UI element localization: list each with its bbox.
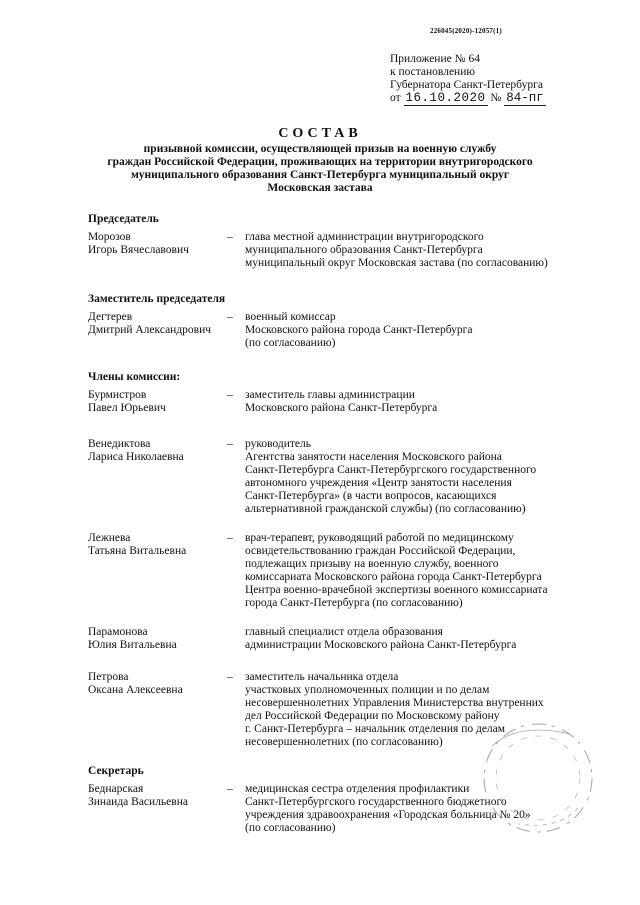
position-line: (по согласованию): [245, 337, 336, 349]
appendix-line: к постановлению: [390, 66, 475, 78]
position-line: г. Санкт-Петербурга – начальник отделения по делам: [245, 723, 506, 735]
position-line: учреждения здравоохранения «Городская больница № 20»: [245, 809, 531, 821]
member-surname: Беднарская: [88, 783, 144, 795]
position-line: альтернативной гражданской службы) (по согласованию): [245, 503, 526, 515]
position-line: Агентства занятости населения Московского района: [245, 451, 502, 463]
member-name: [88, 231, 238, 257]
subtitle-line: призывной комиссии, осуществляющей призыв на военную службу: [143, 143, 497, 155]
position-line: города Санкт-Петербурга (по согласованию): [245, 597, 463, 609]
member-given-names: Павел Юрьевич: [88, 402, 166, 414]
member-name: [88, 783, 238, 809]
member-given-names: Юлия Витальевна: [88, 639, 177, 651]
section-chair-heading: Председатель: [88, 213, 159, 225]
member-given-names: Зинаида Васильевна: [88, 796, 188, 808]
position-line: участковых уполномоченных полиции и по делам: [245, 684, 490, 696]
section-deputy-heading: Заместитель председателя: [88, 293, 226, 305]
position-line: глава местной администрации внутригородского: [245, 231, 484, 243]
position-line: комиссариата Московского района города Санкт-Петербурга: [245, 571, 542, 583]
subtitle-line: муниципального образования Санкт-Петербурга муниципальный округ: [130, 169, 510, 181]
member-given-names: Игорь Вячеславович: [88, 244, 189, 256]
member-name: [88, 389, 238, 415]
section-members-heading: Члены комиссии:: [88, 371, 181, 383]
member-name: [88, 532, 238, 558]
member-surname: Морозов: [88, 231, 131, 243]
position-line: заместитель начальника отдела: [245, 671, 399, 683]
position-line: Санкт-Петербурга» (в части вопросов, касающихся: [245, 490, 497, 502]
position-line: муниципальный округ Московская застава (по согласованию): [245, 257, 548, 269]
appendix-block: [390, 53, 546, 105]
position-line: дел Российской Федерации по Московскому району: [245, 710, 500, 722]
member-given-names: Дмитрий Александрович: [88, 324, 212, 336]
appendix-line: Приложение № 64: [390, 53, 480, 65]
member-given-names: Оксана Алексеевна: [88, 684, 183, 696]
member-surname: Венедиктова: [88, 438, 151, 450]
member-position: [245, 532, 625, 610]
position-line: несовершеннолетних Управления Министерства внутренних: [245, 697, 544, 709]
member-surname: Петрова: [88, 671, 129, 683]
member-position: [245, 438, 625, 516]
position-line: заместитель главы администрации: [245, 389, 415, 401]
position-line: подлежащих призыву на военную службу, военного: [245, 558, 499, 570]
subtitle-line: Московская застава: [267, 182, 373, 194]
position-line: администрации Московского района Санкт-Петербурга: [245, 639, 517, 651]
member-dash: –: [227, 532, 233, 544]
document-registration-number: 226045(2020)-12057(1): [430, 27, 502, 35]
subtitle-line: граждан Российской Федерации, проживающих на территории внутригородского: [107, 156, 533, 168]
appendix-number-label: №: [490, 92, 502, 104]
position-line: освидетельствованию граждан Российской Федерации,: [245, 545, 516, 557]
position-line: руководитель: [245, 438, 311, 450]
appendix-date: 16.10.2020: [405, 91, 486, 105]
member-dash: –: [227, 438, 233, 450]
member-position: [245, 231, 625, 270]
member-dash: –: [227, 311, 233, 323]
position-line: Санкт-Петербургского государственного бюджетного: [245, 796, 507, 808]
member-dash: –: [227, 389, 233, 401]
member-name: [88, 626, 238, 652]
member-dash: –: [227, 231, 233, 243]
member-surname: Бурмистров: [88, 389, 147, 401]
member-name: [88, 311, 238, 337]
position-line: муниципального образования Санкт-Петербурга: [245, 244, 483, 256]
position-line: автономного учреждения «Центр занятости населения: [245, 477, 512, 489]
position-line: несовершеннолетних (по согласованию): [245, 736, 443, 748]
position-line: медицинская сестра отделения профилактики: [245, 783, 470, 795]
position-line: Московского района Санкт-Петербурга: [245, 402, 438, 414]
member-name: [88, 438, 238, 464]
document-subtitle: [80, 143, 560, 195]
position-line: Санкт-Петербурга Санкт-Петербургского государственного: [245, 464, 537, 476]
position-line: (по согласованию): [245, 822, 336, 834]
position-line: военный комиссар: [245, 311, 336, 323]
member-name: [88, 671, 238, 697]
member-surname: Парамонова: [88, 626, 148, 638]
seal-stamp-icon: [478, 718, 598, 838]
appendix-date-line: [390, 92, 546, 105]
document-title: СОСТАВ: [278, 126, 362, 141]
section-secretary-heading: Секретарь: [88, 765, 144, 777]
member-surname: Лежнева: [88, 532, 131, 544]
position-line: главный специалист отдела образования: [245, 626, 443, 638]
member-position: [245, 626, 625, 652]
position-line: Центра военно-врачебной экспертизы военного комиссариата: [245, 584, 548, 596]
appendix-number: 84-пг: [506, 91, 544, 105]
member-position: [245, 389, 625, 415]
appendix-from-label: от: [390, 92, 401, 104]
position-line: Московского района города Санкт-Петербурга: [245, 324, 473, 336]
member-given-names: Лариса Николаевна: [88, 451, 184, 463]
member-surname: Дегтерев: [88, 311, 133, 323]
member-position: [245, 311, 625, 350]
member-dash: –: [227, 671, 233, 683]
appendix-line: Губернатора Санкт-Петербурга: [390, 79, 543, 91]
member-given-names: Татьяна Витальевна: [88, 545, 187, 557]
member-dash: –: [227, 783, 233, 795]
position-line: врач-терапевт, руководящий работой по медицинскому: [245, 532, 514, 544]
